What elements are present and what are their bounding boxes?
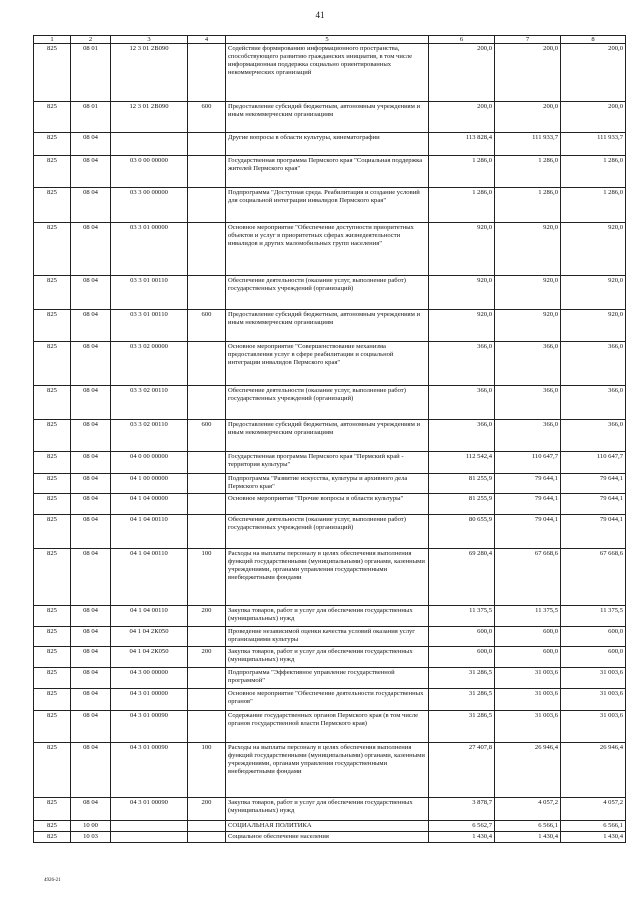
description-cell: Другие вопросы в области культуры, кинематографии — [226, 133, 429, 156]
amount-col7-cell: 26 946,4 — [495, 743, 561, 798]
table-row — [34, 420, 626, 452]
target-article-cell: 03 3 02 00000 — [111, 342, 188, 386]
expense-type-cell — [188, 342, 226, 386]
target-article-cell: 04 1 00 00000 — [111, 474, 188, 494]
amount-col8-cell: 366,0 — [561, 342, 626, 386]
col-3-header: 3 — [111, 36, 188, 44]
description-cell: Обеспечение деятельности (оказание услуг, выполнение работ) государственных учреждений (организаций) — [226, 276, 429, 310]
admin-code-cell: 825 — [34, 342, 71, 386]
target-article-cell: 04 1 04 00110 — [111, 549, 188, 606]
section-code-cell: 08 04 — [71, 310, 111, 342]
target-article-cell: 04 3 01 00090 — [111, 711, 188, 743]
section-code-cell: 08 04 — [71, 494, 111, 515]
admin-code-cell: 825 — [34, 549, 71, 606]
expense-type-cell: 200 — [188, 798, 226, 821]
description-cell: Расходы на выплаты персоналу в целях обеспечения выполнения функций государственными (муниципальными) органами, казенными учреждениями, органами управления государственными внебюджетными фондами — [226, 743, 429, 798]
expense-type-cell: 600 — [188, 310, 226, 342]
description-cell: Содержание государственных органов Пермского края (в том числе органов государственной власти Пермского края) — [226, 711, 429, 743]
section-code-cell: 08 04 — [71, 420, 111, 452]
expense-type-cell — [188, 668, 226, 689]
section-code-cell: 08 04 — [71, 711, 111, 743]
amount-col8-cell: 31 003,6 — [561, 689, 626, 711]
amount-col6-cell: 200,0 — [429, 102, 495, 133]
col-5-header: 5 — [226, 36, 429, 44]
target-article-cell: 04 3 01 00090 — [111, 798, 188, 821]
table-row — [34, 310, 626, 342]
amount-col8-cell: 600,0 — [561, 647, 626, 668]
amount-col8-cell: 31 003,6 — [561, 711, 626, 743]
target-article-cell: 04 0 00 00000 — [111, 452, 188, 474]
expense-type-cell — [188, 689, 226, 711]
description-cell: Основное мероприятие "Совершенствование механизма предоставления услуг в сфере реабилитации и социальной интеграции инвалидов Пермского края" — [226, 342, 429, 386]
table-row — [34, 102, 626, 133]
admin-code-cell: 825 — [34, 798, 71, 821]
target-article-cell: 04 1 04 00110 — [111, 515, 188, 549]
target-article-cell: 04 1 04 2К050 — [111, 627, 188, 647]
target-article-cell: 03 0 00 00000 — [111, 156, 188, 188]
amount-col8-cell: 920,0 — [561, 223, 626, 276]
admin-code-cell: 825 — [34, 102, 71, 133]
table-row — [34, 668, 626, 689]
admin-code-cell: 825 — [34, 420, 71, 452]
budget-table — [33, 35, 626, 843]
section-code-cell: 10 03 — [71, 832, 111, 843]
table-row — [34, 711, 626, 743]
section-code-cell: 08 04 — [71, 342, 111, 386]
target-article-cell: 12 3 01 2В090 — [111, 44, 188, 102]
amount-col6-cell: 81 255,9 — [429, 474, 495, 494]
expense-type-cell — [188, 821, 226, 832]
expense-type-cell: 200 — [188, 606, 226, 627]
admin-code-cell: 825 — [34, 668, 71, 689]
col-6-header: 6 — [429, 36, 495, 44]
table-row — [34, 647, 626, 668]
expense-type-cell — [188, 452, 226, 474]
amount-col7-cell: 6 566,1 — [495, 821, 561, 832]
target-article-cell: 04 3 00 00000 — [111, 668, 188, 689]
table-row — [34, 133, 626, 156]
admin-code-cell: 825 — [34, 276, 71, 310]
table-row — [34, 386, 626, 420]
table-row — [34, 689, 626, 711]
section-code-cell: 08 04 — [71, 515, 111, 549]
amount-col8-cell: 920,0 — [561, 310, 626, 342]
admin-code-cell: 825 — [34, 832, 71, 843]
target-article-cell: 03 3 01 00000 — [111, 223, 188, 276]
description-cell: Подпрограмма "Эффективное управление государственной программой" — [226, 668, 429, 689]
admin-code-cell: 825 — [34, 386, 71, 420]
section-code-cell: 08 04 — [71, 627, 111, 647]
amount-col6-cell: 31 286,5 — [429, 668, 495, 689]
admin-code-cell: 825 — [34, 606, 71, 627]
target-article-cell — [111, 133, 188, 156]
table-row — [34, 223, 626, 276]
table-row — [34, 494, 626, 515]
description-cell: Предоставление субсидий бюджетным, автономным учреждениям и иным некоммерческим организациям — [226, 102, 429, 133]
table-row — [34, 832, 626, 843]
description-cell: Основное мероприятие "Обеспечение деятельности государственных органов" — [226, 689, 429, 711]
amount-col8-cell: 200,0 — [561, 44, 626, 102]
amount-col7-cell: 1 286,0 — [495, 188, 561, 223]
section-code-cell: 08 04 — [71, 474, 111, 494]
amount-col6-cell: 6 562,7 — [429, 821, 495, 832]
amount-col6-cell: 112 542,4 — [429, 452, 495, 474]
amount-col8-cell: 79 044,1 — [561, 515, 626, 549]
description-cell: Проведение независимой оценки качества условий оказания услуг организациями культуры — [226, 627, 429, 647]
table-row — [34, 474, 626, 494]
amount-col6-cell: 81 255,9 — [429, 494, 495, 515]
amount-col6-cell: 31 286,5 — [429, 689, 495, 711]
amount-col7-cell: 366,0 — [495, 386, 561, 420]
description-cell: Подпрограмма "Доступная среда. Реабилитация и создание условий для социальной интеграции инвалидов Пермского края" — [226, 188, 429, 223]
col-7-header: 7 — [495, 36, 561, 44]
amount-col8-cell: 79 644,1 — [561, 474, 626, 494]
amount-col8-cell: 366,0 — [561, 386, 626, 420]
description-cell: Государственная программа Пермского края "Социальная поддержка жителей Пермского края" — [226, 156, 429, 188]
description-cell: Закупка товаров, работ и услуг для обеспечения государственных (муниципальных) нужд — [226, 647, 429, 668]
amount-col6-cell: 200,0 — [429, 44, 495, 102]
section-code-cell: 08 04 — [71, 276, 111, 310]
admin-code-cell: 825 — [34, 474, 71, 494]
section-code-cell: 08 04 — [71, 743, 111, 798]
expense-type-cell: 200 — [188, 647, 226, 668]
amount-col6-cell: 31 286,5 — [429, 711, 495, 743]
admin-code-cell: 825 — [34, 223, 71, 276]
amount-col6-cell: 920,0 — [429, 223, 495, 276]
col-1-header: 1 — [34, 36, 71, 44]
amount-col7-cell: 200,0 — [495, 102, 561, 133]
description-cell: СОЦИАЛЬНАЯ ПОЛИТИКА — [226, 821, 429, 832]
amount-col7-cell: 600,0 — [495, 627, 561, 647]
amount-col6-cell: 3 878,7 — [429, 798, 495, 821]
admin-code-cell: 825 — [34, 452, 71, 474]
expense-type-cell — [188, 515, 226, 549]
amount-col7-cell: 1 286,0 — [495, 156, 561, 188]
description-cell: Расходы на выплаты персоналу в целях обеспечения выполнения функций государственными (муниципальными) органами, казенными учреждениями, органами управления государственными внебюджетными фондами — [226, 549, 429, 606]
amount-col6-cell: 69 280,4 — [429, 549, 495, 606]
description-cell: Основное мероприятие "Обеспечение доступности приоритетных объектов и услуг в приоритетных сферах жизнедеятельности инвалидов и других маломобильных групп населения" — [226, 223, 429, 276]
amount-col6-cell: 1 286,0 — [429, 188, 495, 223]
amount-col7-cell: 31 003,6 — [495, 711, 561, 743]
amount-col8-cell: 1 286,0 — [561, 188, 626, 223]
amount-col7-cell: 600,0 — [495, 647, 561, 668]
amount-col7-cell: 31 003,6 — [495, 668, 561, 689]
amount-col7-cell: 200,0 — [495, 44, 561, 102]
expense-type-cell — [188, 386, 226, 420]
admin-code-cell: 825 — [34, 689, 71, 711]
amount-col8-cell: 26 946,4 — [561, 743, 626, 798]
amount-col6-cell: 600,0 — [429, 647, 495, 668]
admin-code-cell: 825 — [34, 310, 71, 342]
expense-type-cell — [188, 188, 226, 223]
amount-col7-cell: 31 003,6 — [495, 689, 561, 711]
expense-type-cell: 600 — [188, 420, 226, 452]
expense-type-cell — [188, 133, 226, 156]
table-row — [34, 342, 626, 386]
amount-col8-cell: 1 430,4 — [561, 832, 626, 843]
target-article-cell: 04 1 04 00110 — [111, 606, 188, 627]
expense-type-cell: 100 — [188, 549, 226, 606]
target-article-cell: 03 3 02 00110 — [111, 420, 188, 452]
amount-col7-cell: 11 375,5 — [495, 606, 561, 627]
amount-col8-cell: 366,0 — [561, 420, 626, 452]
amount-col8-cell: 600,0 — [561, 627, 626, 647]
amount-col7-cell: 920,0 — [495, 276, 561, 310]
description-cell: Закупка товаров, работ и услуг для обеспечения государственных (муниципальных) нужд — [226, 606, 429, 627]
section-code-cell: 08 01 — [71, 102, 111, 133]
table-row — [34, 44, 626, 102]
amount-col8-cell: 110 647,7 — [561, 452, 626, 474]
amount-col6-cell: 1 286,0 — [429, 156, 495, 188]
description-cell: Социальное обеспечение населения — [226, 832, 429, 843]
amount-col6-cell: 113 828,4 — [429, 133, 495, 156]
table-row — [34, 743, 626, 798]
section-code-cell: 08 04 — [71, 606, 111, 627]
amount-col7-cell: 79 644,1 — [495, 474, 561, 494]
description-cell: Предоставление субсидий бюджетным, автономным учреждениям и иным некоммерческим организациям — [226, 310, 429, 342]
amount-col7-cell: 67 668,6 — [495, 549, 561, 606]
section-code-cell: 08 04 — [71, 386, 111, 420]
amount-col6-cell: 600,0 — [429, 627, 495, 647]
table-row — [34, 515, 626, 549]
expense-type-cell — [188, 832, 226, 843]
description-cell: Предоставление субсидий бюджетным, автономным учреждениям и иным некоммерческим организациям — [226, 420, 429, 452]
amount-col8-cell: 1 286,0 — [561, 156, 626, 188]
target-article-cell — [111, 821, 188, 832]
amount-col6-cell: 27 407,8 — [429, 743, 495, 798]
amount-col7-cell: 920,0 — [495, 223, 561, 276]
expense-type-cell — [188, 44, 226, 102]
amount-col6-cell: 366,0 — [429, 420, 495, 452]
target-article-cell: 04 3 01 00000 — [111, 689, 188, 711]
admin-code-cell: 825 — [34, 156, 71, 188]
admin-code-cell: 825 — [34, 494, 71, 515]
table-row — [34, 276, 626, 310]
expense-type-cell — [188, 711, 226, 743]
description-cell: Подпрограмма "Развитие искусства, культуры и архивного дела Пермского края" — [226, 474, 429, 494]
target-article-cell — [111, 832, 188, 843]
footer-code: 4926-21 — [44, 878, 61, 883]
amount-col8-cell: 200,0 — [561, 102, 626, 133]
amount-col8-cell: 11 375,5 — [561, 606, 626, 627]
description-cell: Основное мероприятие "Прочие вопросы в области культуры" — [226, 494, 429, 515]
description-cell: Обеспечение деятельности (оказание услуг, выполнение работ) государственных учреждений (организаций) — [226, 386, 429, 420]
target-article-cell: 03 3 02 00110 — [111, 386, 188, 420]
section-code-cell: 08 04 — [71, 647, 111, 668]
column-number-header — [34, 36, 626, 44]
description-cell: Содействие формированию информационного пространства, способствующего развитию гражданских инициатив, в том числе информационная поддержка социально ориентированных некоммерческих организаций — [226, 44, 429, 102]
amount-col8-cell: 111 933,7 — [561, 133, 626, 156]
section-code-cell: 08 04 — [71, 452, 111, 474]
admin-code-cell: 825 — [34, 711, 71, 743]
section-code-cell: 08 04 — [71, 798, 111, 821]
admin-code-cell: 825 — [34, 821, 71, 832]
section-code-cell: 08 04 — [71, 689, 111, 711]
amount-col8-cell: 920,0 — [561, 276, 626, 310]
section-code-cell: 08 04 — [71, 223, 111, 276]
amount-col8-cell: 31 003,6 — [561, 668, 626, 689]
expense-type-cell — [188, 156, 226, 188]
amount-col7-cell: 366,0 — [495, 342, 561, 386]
table-row — [34, 821, 626, 832]
expense-type-cell: 600 — [188, 102, 226, 133]
amount-col8-cell: 4 057,2 — [561, 798, 626, 821]
expense-type-cell — [188, 627, 226, 647]
table-row — [34, 627, 626, 647]
description-cell: Государственная программа Пермского края "Пермский край - территория культуры" — [226, 452, 429, 474]
section-code-cell: 08 04 — [71, 188, 111, 223]
target-article-cell: 03 3 00 00000 — [111, 188, 188, 223]
amount-col6-cell: 1 430,4 — [429, 832, 495, 843]
admin-code-cell: 825 — [34, 743, 71, 798]
col-4-header: 4 — [188, 36, 226, 44]
target-article-cell: 03 3 01 00110 — [111, 310, 188, 342]
amount-col7-cell: 920,0 — [495, 310, 561, 342]
table-row — [34, 549, 626, 606]
amount-col7-cell: 1 430,4 — [495, 832, 561, 843]
col-2-header: 2 — [71, 36, 111, 44]
amount-col6-cell: 366,0 — [429, 386, 495, 420]
target-article-cell: 12 3 01 2В090 — [111, 102, 188, 133]
target-article-cell: 04 3 01 00090 — [111, 743, 188, 798]
amount-col7-cell: 366,0 — [495, 420, 561, 452]
amount-col8-cell: 67 668,6 — [561, 549, 626, 606]
target-article-cell: 04 1 04 00000 — [111, 494, 188, 515]
admin-code-cell: 825 — [34, 647, 71, 668]
admin-code-cell: 825 — [34, 515, 71, 549]
expense-type-cell: 100 — [188, 743, 226, 798]
amount-col7-cell: 79 644,1 — [495, 494, 561, 515]
admin-code-cell: 825 — [34, 44, 71, 102]
amount-col6-cell: 80 655,9 — [429, 515, 495, 549]
amount-col7-cell: 110 647,7 — [495, 452, 561, 474]
description-cell: Обеспечение деятельности (оказание услуг, выполнение работ) государственных учреждений (организаций) — [226, 515, 429, 549]
target-article-cell: 03 3 01 00110 — [111, 276, 188, 310]
expense-type-cell — [188, 474, 226, 494]
target-article-cell: 04 1 04 2К050 — [111, 647, 188, 668]
admin-code-cell: 825 — [34, 627, 71, 647]
table-row — [34, 606, 626, 627]
amount-col7-cell: 111 933,7 — [495, 133, 561, 156]
expense-type-cell — [188, 223, 226, 276]
admin-code-cell: 825 — [34, 188, 71, 223]
amount-col7-cell: 79 044,1 — [495, 515, 561, 549]
amount-col6-cell: 920,0 — [429, 310, 495, 342]
table-row — [34, 452, 626, 474]
amount-col6-cell: 11 375,5 — [429, 606, 495, 627]
section-code-cell: 08 04 — [71, 668, 111, 689]
page-number: 41 — [315, 10, 325, 20]
amount-col6-cell: 920,0 — [429, 276, 495, 310]
section-code-cell: 08 04 — [71, 549, 111, 606]
amount-col6-cell: 366,0 — [429, 342, 495, 386]
amount-col8-cell: 6 566,1 — [561, 821, 626, 832]
amount-col8-cell: 79 644,1 — [561, 494, 626, 515]
table-row — [34, 798, 626, 821]
table-row — [34, 188, 626, 223]
section-code-cell: 08 01 — [71, 44, 111, 102]
amount-col7-cell: 4 057,2 — [495, 798, 561, 821]
admin-code-cell: 825 — [34, 133, 71, 156]
description-cell: Закупка товаров, работ и услуг для обеспечения государственных (муниципальных) нужд — [226, 798, 429, 821]
col-8-header: 8 — [561, 36, 626, 44]
section-code-cell: 08 04 — [71, 156, 111, 188]
table-row — [34, 156, 626, 188]
section-code-cell: 08 04 — [71, 133, 111, 156]
section-code-cell: 10 00 — [71, 821, 111, 832]
expense-type-cell — [188, 494, 226, 515]
expense-type-cell — [188, 276, 226, 310]
